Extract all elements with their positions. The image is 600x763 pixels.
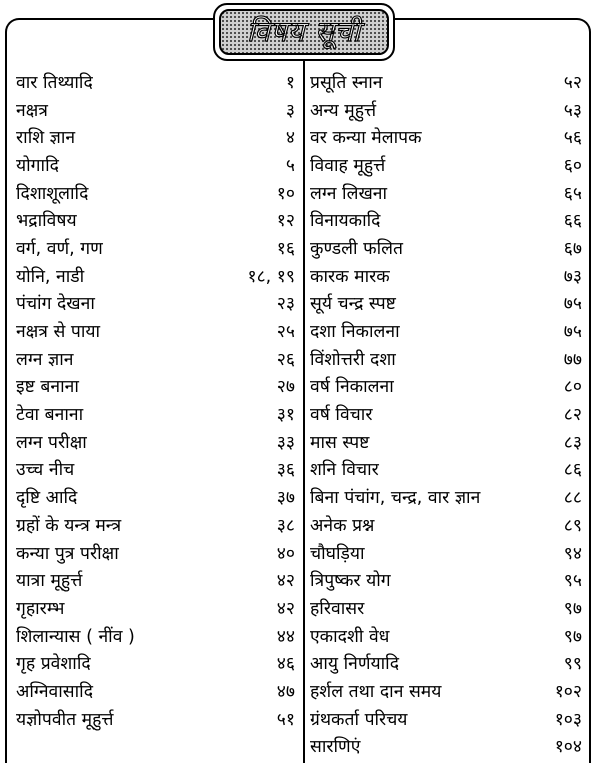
contents-entry bbox=[310, 428, 582, 456]
entry-page-number: १०४ bbox=[554, 737, 582, 758]
entry-page-number: ९५ bbox=[563, 571, 582, 592]
contents-entry bbox=[16, 151, 295, 179]
entry-page-number: ४७ bbox=[276, 681, 295, 702]
entry-page-number: ३७ bbox=[276, 488, 295, 509]
entry-title: अग्निवासादि bbox=[16, 681, 93, 702]
title-badge bbox=[213, 3, 395, 61]
contents-entry bbox=[16, 594, 295, 622]
entry-title: ग्रहों के यन्त्र मन्त्र bbox=[16, 515, 122, 536]
entry-page-number: १८, १९ bbox=[247, 266, 295, 287]
contents-entry bbox=[16, 96, 295, 124]
contents-entry bbox=[310, 511, 582, 539]
entry-page-number: १ bbox=[285, 72, 295, 93]
contents-left-column bbox=[16, 68, 295, 733]
contents-entry bbox=[310, 373, 582, 401]
contents-entry bbox=[16, 428, 295, 456]
entry-page-number: १०२ bbox=[554, 681, 582, 702]
contents-entry bbox=[310, 649, 582, 677]
contents-entry bbox=[16, 290, 295, 318]
entry-title: गृह प्रवेशादि bbox=[16, 654, 91, 675]
entry-page-number: ३६ bbox=[276, 460, 295, 481]
entry-title: उच्च नीच bbox=[16, 460, 75, 481]
entry-title: ग्रंथकर्ता परिचय bbox=[310, 709, 408, 730]
contents-entry bbox=[16, 677, 295, 705]
contents-entry bbox=[310, 594, 582, 622]
contents-entry bbox=[16, 566, 295, 594]
contents-entry bbox=[16, 373, 295, 401]
entry-title: वर कन्या मेलापक bbox=[310, 128, 422, 149]
entry-title: अन्य मूहुर्त्त bbox=[310, 100, 377, 121]
entry-page-number: ५ bbox=[285, 155, 295, 176]
entry-title: योगादि bbox=[16, 155, 59, 176]
entry-page-number: १० bbox=[276, 183, 295, 204]
entry-page-number: २७ bbox=[276, 377, 295, 398]
contents-entry bbox=[16, 456, 295, 484]
entry-page-number: ८२ bbox=[563, 405, 582, 426]
contents-entry bbox=[16, 345, 295, 373]
contents-entry bbox=[16, 649, 295, 677]
contents-entry bbox=[310, 96, 582, 124]
entry-page-number: ६६ bbox=[563, 211, 582, 232]
entry-title: शनि विचार bbox=[310, 460, 379, 481]
entry-page-number: ४२ bbox=[276, 571, 295, 592]
contents-entry bbox=[310, 566, 582, 594]
contents-entry bbox=[16, 262, 295, 290]
entry-title: एकादशी वेध bbox=[310, 626, 390, 647]
entry-page-number: ४६ bbox=[276, 654, 295, 675]
contents-entry bbox=[310, 262, 582, 290]
entry-title: सारणिएं bbox=[310, 737, 361, 758]
entry-page-number: ९९ bbox=[563, 654, 582, 675]
entry-page-number: ७५ bbox=[563, 322, 582, 343]
entry-page-number: ५१ bbox=[276, 709, 295, 730]
contents-entry bbox=[16, 123, 295, 151]
entry-page-number: ४२ bbox=[276, 598, 295, 619]
entry-title: पंचांग देखना bbox=[16, 294, 95, 315]
entry-title: बिना पंचांग, चन्द्र, वार ज्ञान bbox=[310, 488, 481, 509]
contents-entry bbox=[16, 483, 295, 511]
page-title: विषय सूची bbox=[246, 15, 362, 48]
entry-title: यात्रा मूहुर्त्त bbox=[16, 571, 83, 592]
entry-page-number: ३ bbox=[285, 100, 295, 121]
entry-title: प्रसूति स्नान bbox=[310, 72, 383, 93]
contents-entry bbox=[310, 317, 582, 345]
contents-entry bbox=[310, 400, 582, 428]
entry-page-number: ३१ bbox=[276, 405, 295, 426]
entry-title: यज्ञोपवीत मूहुर्त्त bbox=[16, 709, 114, 730]
entry-title: वार तिथ्यादि bbox=[16, 72, 93, 93]
title-badge-inner bbox=[219, 9, 389, 55]
entry-title: हर्शल तथा दान समय bbox=[310, 681, 442, 702]
entry-page-number: १२ bbox=[276, 211, 295, 232]
entry-page-number: ३३ bbox=[276, 432, 295, 453]
entry-page-number: ७३ bbox=[563, 266, 582, 287]
entry-page-number: ७५ bbox=[563, 294, 582, 315]
entry-page-number: ८९ bbox=[563, 515, 582, 536]
entry-title: वर्ष विचार bbox=[310, 405, 373, 426]
entry-title: टेवा बनाना bbox=[16, 405, 84, 426]
entry-page-number: ९७ bbox=[563, 598, 582, 619]
contents-entry bbox=[16, 206, 295, 234]
entry-page-number: ८६ bbox=[563, 460, 582, 481]
entry-title: आयु निर्णयादि bbox=[310, 654, 400, 675]
contents-entry bbox=[16, 179, 295, 207]
entry-page-number: ८३ bbox=[563, 432, 582, 453]
entry-page-number: १०३ bbox=[554, 709, 582, 730]
entry-page-number: ३८ bbox=[276, 515, 295, 536]
entry-page-number: ४४ bbox=[276, 626, 295, 647]
contents-entry bbox=[16, 539, 295, 567]
entry-title: राशि ज्ञान bbox=[16, 128, 76, 149]
entry-page-number: ९७ bbox=[563, 626, 582, 647]
contents-entry bbox=[16, 317, 295, 345]
contents-entry bbox=[310, 539, 582, 567]
contents-entry bbox=[310, 123, 582, 151]
entry-page-number: ४ bbox=[285, 128, 295, 149]
entry-title: दृष्टि आदि bbox=[16, 488, 78, 509]
entry-page-number: ६० bbox=[563, 155, 582, 176]
entry-title: विवाह मूहुर्त्त bbox=[310, 155, 386, 176]
entry-title: मास स्पष्ट bbox=[310, 432, 370, 453]
entry-page-number: ७७ bbox=[563, 349, 582, 370]
contents-entry bbox=[16, 234, 295, 262]
entry-page-number: ४० bbox=[276, 543, 295, 564]
entry-page-number: ६५ bbox=[563, 183, 582, 204]
entry-title: विनायकादि bbox=[310, 211, 381, 232]
entry-page-number: ८८ bbox=[563, 488, 582, 509]
entry-title: नक्षत्र bbox=[16, 100, 48, 121]
contents-entry bbox=[310, 622, 582, 650]
entry-title: सूर्य चन्द्र स्पष्ट bbox=[310, 294, 396, 315]
contents-entry bbox=[310, 483, 582, 511]
contents-entry bbox=[16, 705, 295, 733]
entry-title: शिलान्यास ( नींव ) bbox=[16, 626, 135, 647]
entry-page-number: २५ bbox=[276, 322, 295, 343]
contents-entry bbox=[310, 234, 582, 262]
entry-page-number: १६ bbox=[276, 238, 295, 259]
entry-page-number: २६ bbox=[276, 349, 295, 370]
contents-entry bbox=[310, 179, 582, 207]
entry-page-number: ५३ bbox=[563, 100, 582, 121]
entry-title: अनेक प्रश्न bbox=[310, 515, 375, 536]
entry-page-number: २३ bbox=[276, 294, 295, 315]
entry-title: गृहारम्भ bbox=[16, 598, 65, 619]
entry-title: हरिवासर bbox=[310, 598, 365, 619]
contents-entry bbox=[16, 511, 295, 539]
entry-title: कन्या पुत्र परीक्षा bbox=[16, 543, 119, 564]
contents-entry bbox=[310, 290, 582, 318]
entry-title: विंशोत्तरी दशा bbox=[310, 349, 396, 370]
entry-title: दशा निकालना bbox=[310, 322, 400, 343]
entry-title: चौघड़िया bbox=[310, 543, 365, 564]
contents-entry bbox=[310, 677, 582, 705]
column-divider bbox=[303, 61, 305, 763]
contents-right-column bbox=[310, 68, 582, 760]
entry-title: कारक मारक bbox=[310, 266, 390, 287]
contents-entry bbox=[310, 206, 582, 234]
entry-page-number: ९४ bbox=[563, 543, 582, 564]
contents-entry bbox=[310, 733, 582, 761]
entry-title: कुण्डली फलित bbox=[310, 238, 403, 259]
entry-page-number: ५२ bbox=[563, 72, 582, 93]
entry-title: लग्न परीक्षा bbox=[16, 432, 87, 453]
contents-entry bbox=[310, 345, 582, 373]
contents-entry bbox=[16, 68, 295, 96]
entry-page-number: ५६ bbox=[563, 128, 582, 149]
contents-entry bbox=[16, 400, 295, 428]
entry-title: वर्ग, वर्ण, गण bbox=[16, 238, 103, 259]
entry-page-number: ८० bbox=[563, 377, 582, 398]
entry-title: योनि, नाडी bbox=[16, 266, 85, 287]
contents-entry bbox=[310, 68, 582, 96]
contents-entry bbox=[310, 705, 582, 733]
entry-title: भद्राविषय bbox=[16, 211, 77, 232]
entry-title: लग्न ज्ञान bbox=[16, 349, 74, 370]
entry-title: नक्षत्र से पाया bbox=[16, 322, 101, 343]
entry-page-number: ६७ bbox=[563, 238, 582, 259]
contents-entry bbox=[310, 456, 582, 484]
entry-title: वर्ष निकालना bbox=[310, 377, 394, 398]
entry-title: दिशाशूलादि bbox=[16, 183, 89, 204]
entry-title: त्रिपुष्कर योग bbox=[310, 571, 391, 592]
contents-entry bbox=[16, 622, 295, 650]
entry-title: इष्ट बनाना bbox=[16, 377, 79, 398]
entry-title: लग्न लिखना bbox=[310, 183, 388, 204]
contents-entry bbox=[310, 151, 582, 179]
